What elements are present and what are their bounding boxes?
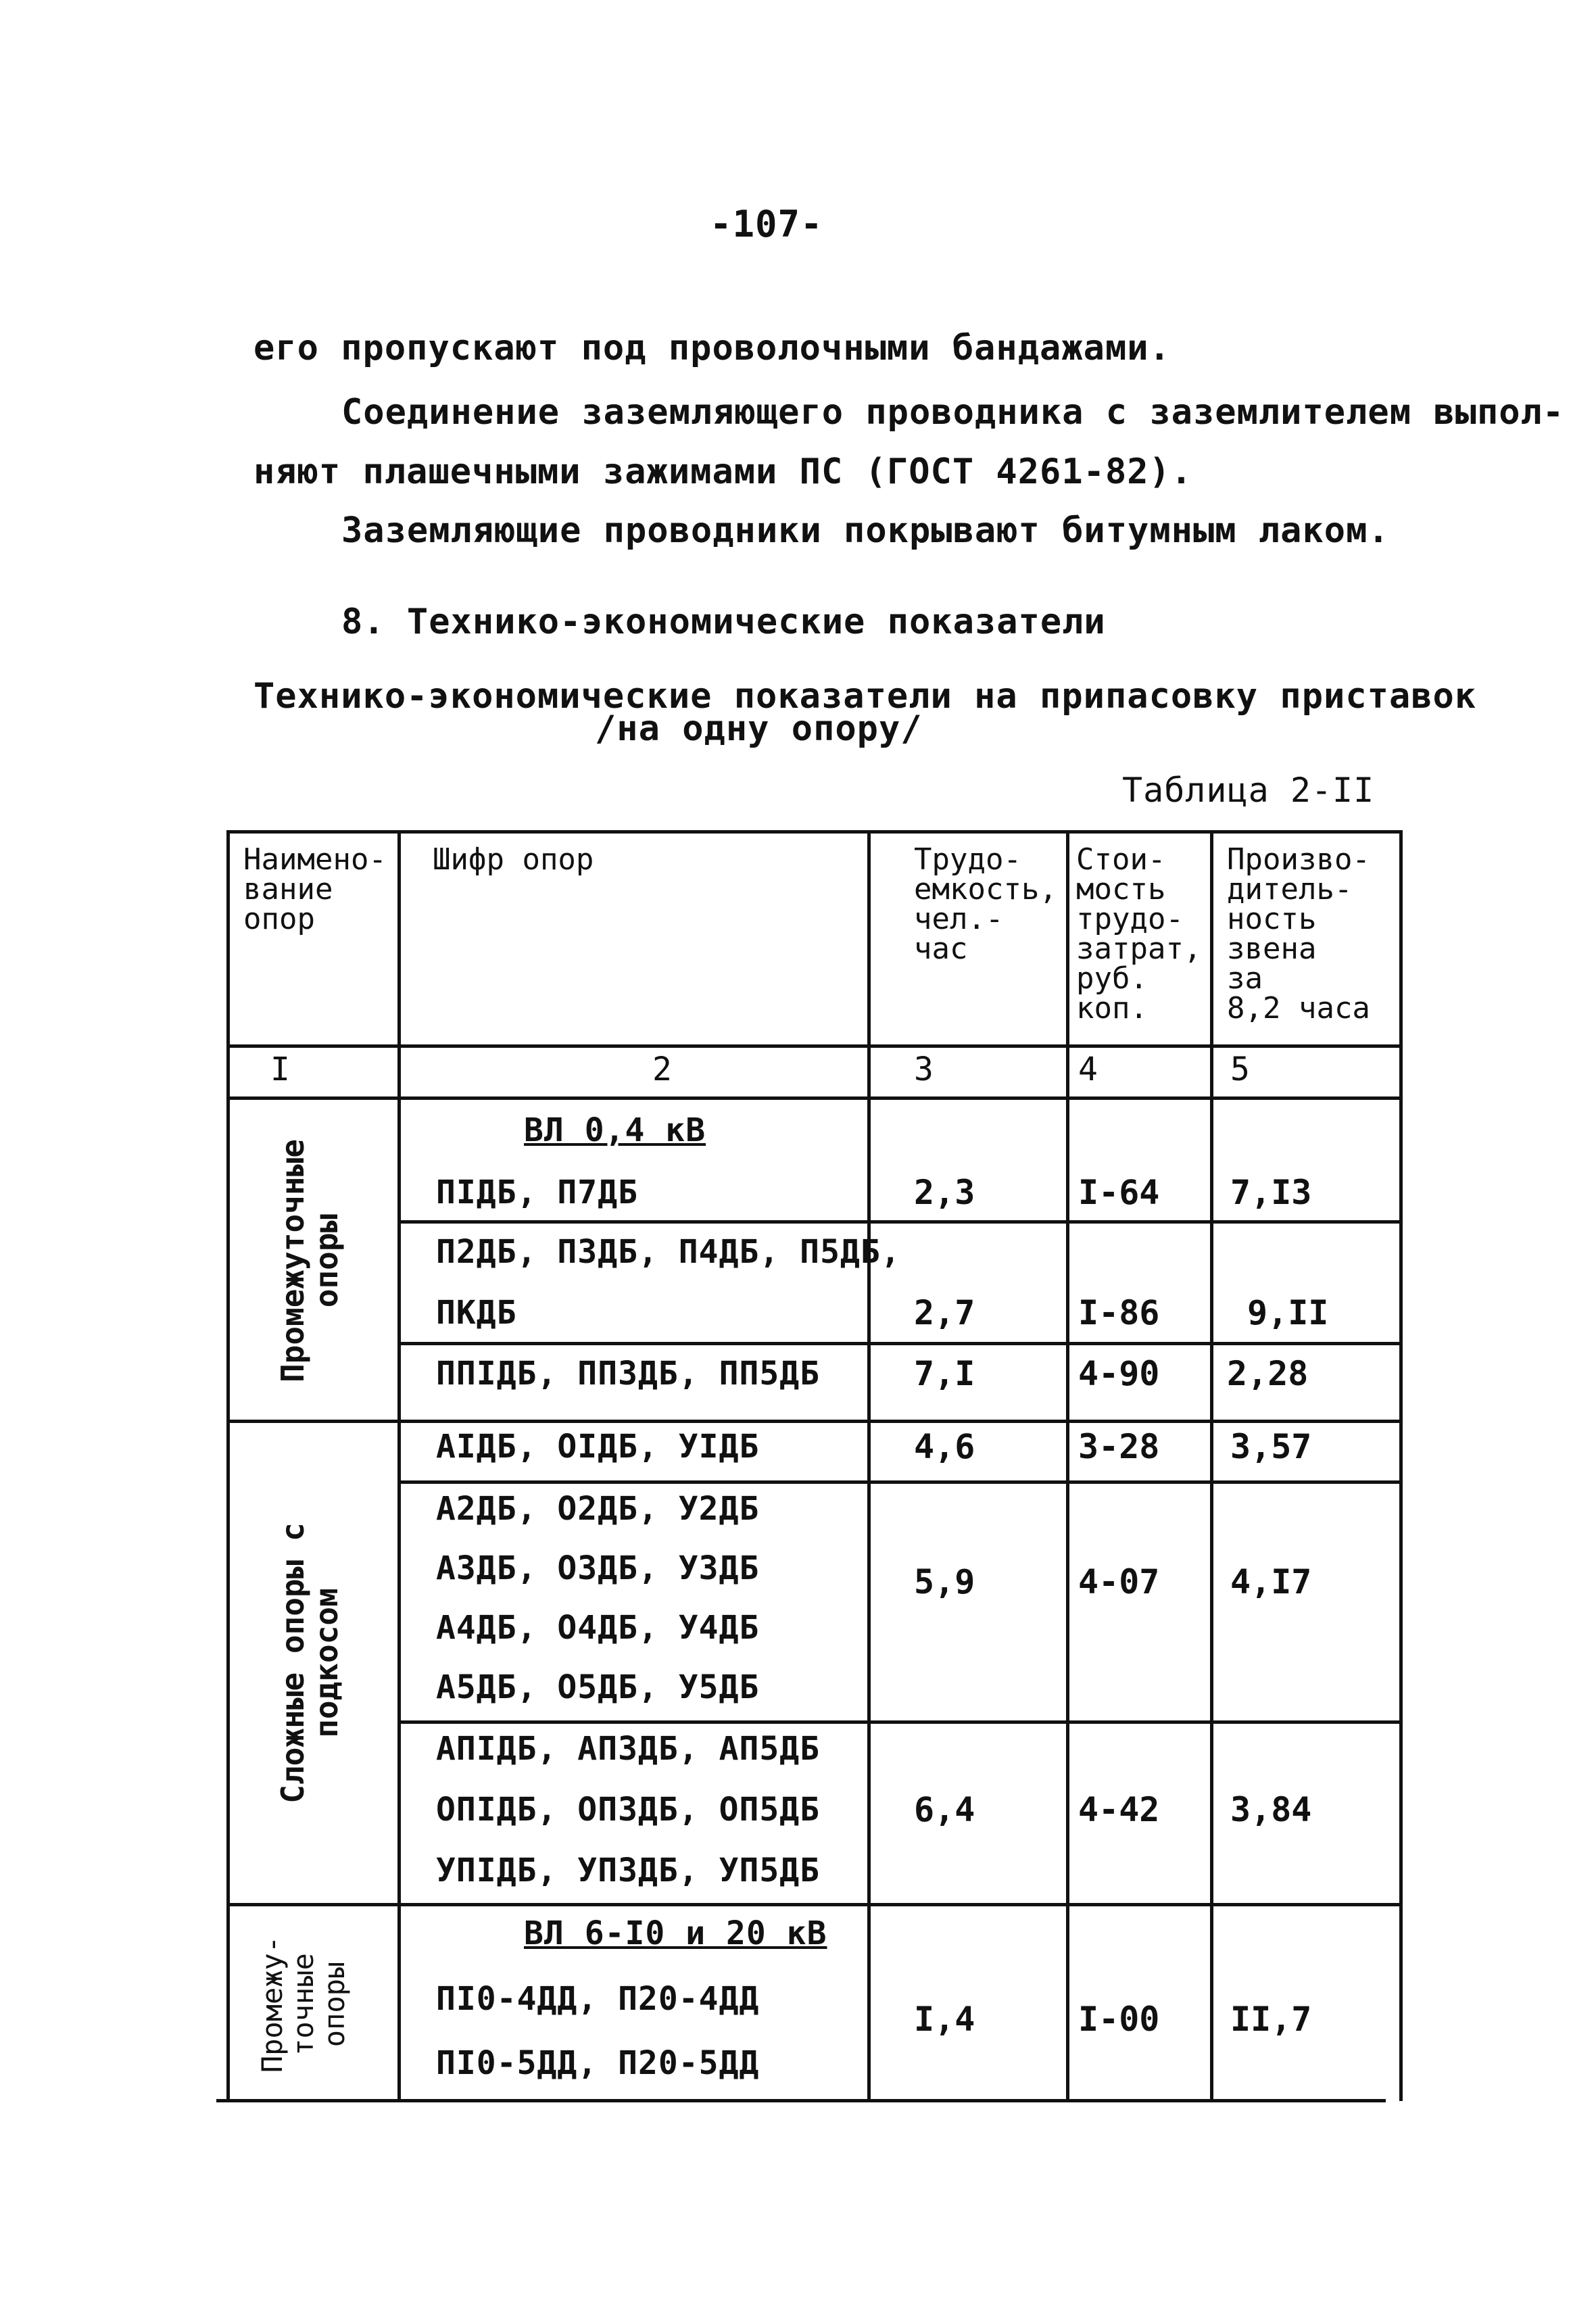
section-heading: 8. Технико-экономические показатели [341,602,1106,642]
header-cost: Стои- мость трудо- затрат, руб. коп. [1076,842,1202,1026]
cipher-line: А4ДБ, О4ДБ, У4ДБ [436,1609,760,1647]
productivity-value: 3,84 [1230,1790,1312,1829]
table-border-right [1399,830,1403,2101]
labor-value: I,4 [914,2000,975,2039]
cost-value: I-86 [1078,1293,1160,1332]
cost-value: 4-42 [1078,1790,1160,1829]
table-border-top [226,830,1403,834]
cost-value: 3-28 [1078,1427,1160,1466]
column-number: 4 [1078,1051,1098,1088]
paragraph-line-2: Соединение заземляющего проводника с заземлителем выпол- [341,392,1565,433]
voltage-subheading: ВЛ 6-I0 и 20 кВ [524,1914,827,1952]
cipher-line: ПI0-4ДД, П20-4ДД [436,1980,760,2018]
table-rule-group [226,1903,1403,1906]
labor-value: 4,6 [914,1427,975,1466]
labor-value: 2,7 [914,1293,975,1332]
cipher-line: ПI0-5ДД, П20-5ДД [436,2044,760,2082]
labor-value: 2,3 [914,1173,975,1212]
cipher-line: П2ДБ, П3ДБ, П4ДБ, П5ДБ, [436,1233,901,1271]
table-border-left [226,830,230,2101]
table-caption-line-1: Технико-экономические показатели на припасовку приставок [253,676,1477,717]
group-label-intermediate-supports: Промежуточные опоры [274,1138,345,1383]
voltage-subheading: ВЛ 0,4 кВ [524,1111,706,1149]
cipher-line: А5ДБ, О5ДБ, У5ДБ [436,1668,760,1706]
table-rule-colnums [226,1096,1403,1100]
cost-value: I-64 [1078,1173,1160,1212]
labor-value: 5,9 [914,1562,975,1601]
table-rule [399,1220,1403,1224]
cost-value: 4-90 [1078,1354,1160,1393]
table-rule [399,1720,1403,1724]
productivity-value: 4,I7 [1230,1562,1312,1601]
cost-value: I-00 [1078,2000,1160,2039]
table-caption-line-2: /на одну опору/ [595,708,923,749]
table-col-rule [1066,830,1069,2101]
paragraph-line-3: няют плашечными зажимами ПС (ГОСТ 4261-82). [253,452,1193,492]
cipher-line: ППIДБ, ПП3ДБ, ПП5ДБ [436,1355,821,1393]
header-productivity: Произво- дитель- ность звена за 8,2 часа [1227,842,1370,1026]
table-col-rule [867,830,871,2101]
productivity-value: 3,57 [1230,1427,1312,1466]
labor-value: 6,4 [914,1790,975,1829]
labor-value: 7,I [914,1354,975,1393]
paragraph-line-1: его пропускают под проволочными бандажами. [253,328,1171,368]
productivity-value: II,7 [1230,2000,1312,2039]
cipher-line: А2ДБ, О2ДБ, У2ДБ [436,1490,760,1528]
cipher-line: ПКДБ [436,1294,517,1332]
column-number: 5 [1230,1051,1250,1088]
cipher-line: АIДБ, ОIДБ, УIДБ [436,1428,760,1466]
productivity-value: 2,28 [1227,1354,1309,1393]
cipher-line: ПIДБ, П7ДБ [436,1174,638,1211]
table-rule-header [226,1044,1403,1048]
cipher-line: УПIДБ, УП3ДБ, УП5ДБ [436,1852,821,1889]
table-rule [399,1342,1403,1345]
column-number: 3 [914,1051,934,1088]
cipher-line: ОПIДБ, ОП3ДБ, ОП5ДБ [436,1791,821,1829]
header-name: Наимено- вание опор [243,842,387,936]
column-number: 2 [652,1051,672,1088]
table-col-rule [1210,830,1213,2101]
table-number: Таблица 2-II [1122,771,1375,810]
column-number: I [270,1051,290,1088]
cipher-line: А3ДБ, О3ДБ, У3ДБ [436,1549,760,1587]
table-col-rule [397,830,401,2101]
productivity-value: 7,I3 [1230,1173,1312,1212]
table-rule-group [226,1420,1403,1423]
page-number: -107- [710,203,823,245]
group-label-intermediate-supports-hv: Промежу- точные опоры [256,1935,351,2073]
productivity-value: 9,II [1247,1293,1329,1332]
table-rule [399,1480,1403,1484]
group-label-complex-supports: Сложные опоры с подкосом [274,1522,345,1804]
header-cipher: Шифр опор [433,842,594,877]
cost-value: 4-07 [1078,1562,1160,1601]
header-labor: Трудо- емкость, чел.- час [914,842,1057,966]
cipher-line: АПIДБ, АП3ДБ, АП5ДБ [436,1730,821,1768]
paragraph-line-4: Заземляющие проводники покрывают битумным лаком. [341,510,1390,551]
